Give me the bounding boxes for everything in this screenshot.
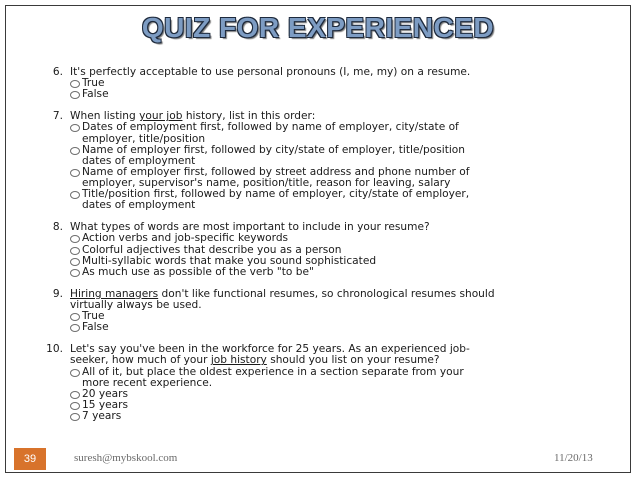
question-text: seeker, how much of your job history should you list on your resume?	[70, 354, 440, 367]
answer-option[interactable]	[70, 167, 626, 189]
radio-button-icon[interactable]	[70, 324, 80, 332]
option-label: All of it, but place the oldest experience in a section separate from your	[82, 365, 464, 378]
question-number: 10.	[46, 343, 63, 356]
option-label: True	[82, 310, 105, 323]
radio-button-icon[interactable]	[70, 80, 80, 88]
radio-button-icon[interactable]	[70, 413, 80, 421]
option-label: employer, title/position	[82, 132, 206, 145]
radio-button-icon[interactable]	[70, 191, 80, 199]
option-label: Multi-syllabic words that make you sound sophisticated	[82, 254, 377, 267]
slide-footer	[6, 446, 630, 470]
answer-option[interactable]	[70, 400, 626, 411]
radio-button-icon[interactable]	[70, 313, 80, 321]
question-number: 7.	[52, 110, 63, 123]
answer-option[interactable]	[70, 89, 626, 100]
slide-number-badge: 39	[14, 448, 46, 470]
answer-option[interactable]	[70, 367, 626, 389]
radio-button-icon[interactable]	[70, 247, 80, 255]
question-10	[36, 344, 626, 422]
option-label: dates of employment	[82, 199, 196, 212]
answer-option[interactable]	[70, 245, 626, 256]
radio-button-icon[interactable]	[70, 147, 80, 155]
option-label: Name of employer first, followed by street address and phone number of	[82, 165, 470, 178]
radio-button-icon[interactable]	[70, 91, 80, 99]
option-label: 15 years	[82, 398, 129, 411]
slide-title: QUIZ FOR EXPERIENCED	[141, 12, 495, 43]
question-7	[36, 111, 626, 211]
option-label: dates of employment	[82, 154, 196, 167]
option-label: True	[82, 77, 105, 90]
radio-button-icon[interactable]	[70, 124, 80, 132]
option-label: Title/position first, followed by name of employer, city/state of employer,	[82, 188, 470, 201]
footer-email: suresh@mybskool.com	[74, 452, 178, 464]
radio-button-icon[interactable]	[70, 269, 80, 277]
option-label: Colorful adjectives that describe you as a person	[82, 243, 342, 256]
radio-button-icon[interactable]	[70, 369, 80, 377]
footer-date: 11/20/13	[554, 452, 593, 464]
radio-button-icon[interactable]	[70, 391, 80, 399]
option-label: 20 years	[82, 387, 129, 400]
radio-button-icon[interactable]	[70, 258, 80, 266]
answer-option[interactable]	[70, 311, 626, 322]
question-text: What types of words are most important to include in your resume?	[70, 221, 430, 234]
option-label: False	[82, 88, 109, 101]
radio-button-icon[interactable]	[70, 169, 80, 177]
option-label: Name of employer first, followed by city/state of employer, title/position	[82, 143, 465, 156]
option-label: False	[82, 321, 109, 334]
answer-option[interactable]	[70, 411, 626, 422]
question-number: 6.	[52, 66, 63, 78]
quiz-questions	[36, 67, 626, 422]
answer-option[interactable]	[70, 389, 626, 400]
question-number: 9.	[52, 287, 63, 300]
option-label: employer, supervisor's name, position/title, reason for leaving, salary	[82, 176, 451, 189]
question-text: Let's say you've been in the workforce for 25 years. As an experienced job-	[70, 343, 470, 356]
answer-option[interactable]	[70, 322, 626, 333]
slide	[5, 5, 631, 473]
answer-option[interactable]	[70, 78, 626, 89]
option-label: As much use as possible of the verb "to be"	[82, 265, 314, 278]
answer-option[interactable]	[70, 267, 626, 278]
option-label: more recent experience.	[82, 376, 213, 389]
question-text: It's perfectly acceptable to use personal pronouns (I, me, my) on a resume.	[70, 66, 471, 78]
question-text: When listing your job history, list in this order:	[70, 110, 316, 123]
option-label: Action verbs and job-specific keywords	[82, 232, 289, 245]
answer-option[interactable]	[70, 122, 626, 144]
question-text: Hiring managers don't like functional resumes, so chronological resumes should	[70, 287, 495, 300]
radio-button-icon[interactable]	[70, 235, 80, 243]
question-6	[36, 67, 626, 100]
option-label: Dates of employment first, followed by name of employer, city/state of	[82, 121, 459, 134]
radio-button-icon[interactable]	[70, 402, 80, 410]
question-text: virtually always be used.	[70, 298, 202, 311]
answer-option[interactable]	[70, 189, 626, 211]
option-label: 7 years	[82, 409, 122, 422]
answer-option[interactable]	[70, 145, 626, 167]
question-number: 8.	[52, 221, 63, 234]
answer-option[interactable]	[70, 233, 626, 244]
question-9	[36, 289, 626, 333]
question-8	[36, 222, 626, 277]
